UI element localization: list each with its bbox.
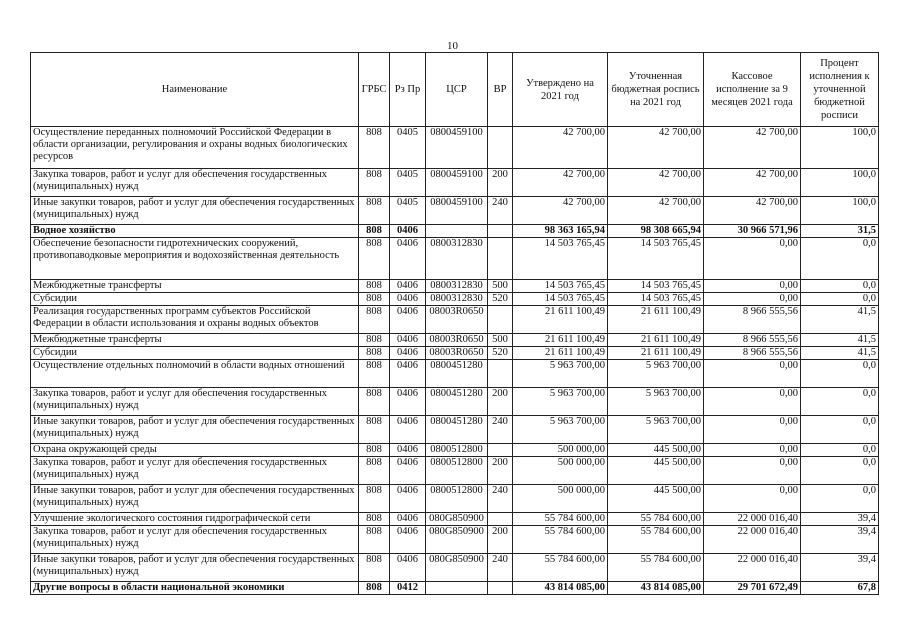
cell-grbs: 808 <box>359 225 390 238</box>
cell-approved: 55 784 600,00 <box>513 526 608 554</box>
cell-percent: 0,0 <box>801 293 879 306</box>
table-row <box>31 306 879 334</box>
table-row <box>31 444 879 457</box>
cell-vr: 500 <box>488 334 513 347</box>
cell-refined: 21 611 100,49 <box>608 306 704 334</box>
cell-vr: 520 <box>488 347 513 360</box>
cell-name: Реализация государственных программ субъектов Российской Федерации в области использования и охраны водных объектов <box>31 306 359 334</box>
table-row <box>31 526 879 554</box>
cell-name: Иные закупки товаров, работ и услуг для обеспечения государственных (муниципальных) нужд <box>31 416 359 444</box>
cell-csr: 08003R0650 <box>426 334 488 347</box>
cell-vr <box>488 127 513 169</box>
cell-name: Закупка товаров, работ и услуг для обеспечения государственных (муниципальных) нужд <box>31 169 359 197</box>
cell-percent: 0,0 <box>801 444 879 457</box>
cell-name: Улучшение экологического состояния гидрографической сети <box>31 513 359 526</box>
cell-approved: 42 700,00 <box>513 197 608 225</box>
cell-percent: 100,0 <box>801 197 879 225</box>
header-approved: Утверждено на 2021 год <box>513 53 608 127</box>
cell-name: Иные закупки товаров, работ и услуг для обеспечения государственных (муниципальных) нужд <box>31 554 359 582</box>
cell-grbs: 808 <box>359 388 390 416</box>
cell-approved: 5 963 700,00 <box>513 388 608 416</box>
cell-vr: 240 <box>488 416 513 444</box>
cell-cash: 0,00 <box>704 280 801 293</box>
cell-approved: 500 000,00 <box>513 444 608 457</box>
cell-percent: 41,5 <box>801 306 879 334</box>
cell-refined: 42 700,00 <box>608 169 704 197</box>
header-refined: Уточненная бюджетная роспись на 2021 год <box>608 53 704 127</box>
cell-grbs: 808 <box>359 169 390 197</box>
table-row <box>31 293 879 306</box>
cell-grbs: 808 <box>359 485 390 513</box>
cell-cash: 29 701 672,49 <box>704 582 801 595</box>
cell-vr <box>488 444 513 457</box>
cell-cash: 30 966 571,96 <box>704 225 801 238</box>
table-row <box>31 238 879 280</box>
cell-csr: 0800459100 <box>426 197 488 225</box>
cell-grbs: 808 <box>359 293 390 306</box>
cell-csr: 0800312830 <box>426 280 488 293</box>
cell-refined: 55 784 600,00 <box>608 554 704 582</box>
page-number: 10 <box>447 40 458 52</box>
cell-rzpr: 0412 <box>390 582 426 595</box>
cell-approved: 55 784 600,00 <box>513 513 608 526</box>
cell-refined: 14 503 765,45 <box>608 280 704 293</box>
cell-grbs: 808 <box>359 457 390 485</box>
cell-refined: 42 700,00 <box>608 127 704 169</box>
cell-csr: 08003R0650 <box>426 347 488 360</box>
cell-csr: 0800459100 <box>426 127 488 169</box>
cell-csr: 0800451280 <box>426 360 488 388</box>
cell-refined: 55 784 600,00 <box>608 526 704 554</box>
cell-approved: 55 784 600,00 <box>513 554 608 582</box>
cell-name: Другие вопросы в области национальной экономики <box>31 582 359 595</box>
cell-vr: 200 <box>488 169 513 197</box>
table-header-row <box>31 53 879 127</box>
cell-name: Иные закупки товаров, работ и услуг для обеспечения государственных (муниципальных) нужд <box>31 485 359 513</box>
cell-cash: 8 966 555,56 <box>704 347 801 360</box>
cell-name: Межбюджетные трансферты <box>31 280 359 293</box>
cell-vr <box>488 582 513 595</box>
cell-csr: 080G850900 <box>426 526 488 554</box>
table-row <box>31 513 879 526</box>
table-row <box>31 334 879 347</box>
cell-cash: 0,00 <box>704 444 801 457</box>
cell-cash: 0,00 <box>704 238 801 280</box>
cell-cash: 0,00 <box>704 485 801 513</box>
cell-csr <box>426 225 488 238</box>
cell-grbs: 808 <box>359 127 390 169</box>
table-row <box>31 457 879 485</box>
cell-rzpr: 0406 <box>390 526 426 554</box>
cell-rzpr: 0406 <box>390 554 426 582</box>
cell-name: Субсидии <box>31 347 359 360</box>
cell-refined: 445 500,00 <box>608 485 704 513</box>
cell-approved: 42 700,00 <box>513 169 608 197</box>
table-body <box>31 127 879 595</box>
cell-refined: 55 784 600,00 <box>608 513 704 526</box>
cell-grbs: 808 <box>359 334 390 347</box>
cell-cash: 0,00 <box>704 360 801 388</box>
cell-approved: 98 363 165,94 <box>513 225 608 238</box>
cell-csr: 0800451280 <box>426 388 488 416</box>
cell-approved: 500 000,00 <box>513 457 608 485</box>
cell-csr <box>426 582 488 595</box>
cell-name: Охрана окружающей среды <box>31 444 359 457</box>
cell-cash: 0,00 <box>704 457 801 485</box>
table-row <box>31 416 879 444</box>
cell-refined: 14 503 765,45 <box>608 238 704 280</box>
header-name: Наименование <box>31 53 359 127</box>
cell-grbs: 808 <box>359 416 390 444</box>
cell-rzpr: 0405 <box>390 197 426 225</box>
table-row <box>31 169 879 197</box>
cell-vr: 200 <box>488 457 513 485</box>
cell-approved: 21 611 100,49 <box>513 347 608 360</box>
header-vr: ВР <box>488 53 513 127</box>
cell-grbs: 808 <box>359 444 390 457</box>
cell-vr: 240 <box>488 485 513 513</box>
cell-percent: 0,0 <box>801 457 879 485</box>
cell-approved: 14 503 765,45 <box>513 238 608 280</box>
budget-table <box>30 52 879 595</box>
cell-rzpr: 0406 <box>390 388 426 416</box>
cell-cash: 22 000 016,40 <box>704 513 801 526</box>
cell-vr: 240 <box>488 554 513 582</box>
cell-approved: 5 963 700,00 <box>513 360 608 388</box>
cell-cash: 8 966 555,56 <box>704 334 801 347</box>
cell-cash: 8 966 555,56 <box>704 306 801 334</box>
cell-percent: 39,4 <box>801 526 879 554</box>
cell-cash: 42 700,00 <box>704 169 801 197</box>
cell-percent: 31,5 <box>801 225 879 238</box>
cell-name: Межбюджетные трансферты <box>31 334 359 347</box>
cell-grbs: 808 <box>359 513 390 526</box>
cell-vr <box>488 238 513 280</box>
cell-vr: 520 <box>488 293 513 306</box>
cell-grbs: 808 <box>359 360 390 388</box>
cell-rzpr: 0406 <box>390 513 426 526</box>
cell-rzpr: 0406 <box>390 416 426 444</box>
cell-cash: 0,00 <box>704 416 801 444</box>
cell-approved: 42 700,00 <box>513 127 608 169</box>
cell-percent: 39,4 <box>801 554 879 582</box>
cell-rzpr: 0406 <box>390 225 426 238</box>
header-percent: Процент исполнения к уточненной бюджетной росписи <box>801 53 879 127</box>
cell-rzpr: 0406 <box>390 444 426 457</box>
cell-rzpr: 0406 <box>390 334 426 347</box>
cell-grbs: 808 <box>359 347 390 360</box>
cell-rzpr: 0405 <box>390 127 426 169</box>
cell-percent: 41,5 <box>801 347 879 360</box>
cell-refined: 14 503 765,45 <box>608 293 704 306</box>
table-row <box>31 582 879 595</box>
cell-cash: 22 000 016,40 <box>704 554 801 582</box>
cell-rzpr: 0406 <box>390 280 426 293</box>
table-row <box>31 347 879 360</box>
table-row <box>31 360 879 388</box>
table-row <box>31 280 879 293</box>
table-row <box>31 225 879 238</box>
cell-csr: 08003R0650 <box>426 306 488 334</box>
cell-percent: 0,0 <box>801 416 879 444</box>
table-row <box>31 554 879 582</box>
cell-name: Закупка товаров, работ и услуг для обеспечения государственных (муниципальных) нужд <box>31 388 359 416</box>
cell-approved: 14 503 765,45 <box>513 280 608 293</box>
cell-name: Осуществление переданных полномочий Российской Федерации в области организации, регулирования и охраны водных биологических ресурсов <box>31 127 359 169</box>
cell-refined: 5 963 700,00 <box>608 416 704 444</box>
cell-grbs: 808 <box>359 554 390 582</box>
cell-name: Осуществление отдельных полномочий в области водных отношений <box>31 360 359 388</box>
cell-percent: 0,0 <box>801 388 879 416</box>
cell-name: Обеспечение безопасности гидротехнических сооружений, противопаводковые мероприятия и водохозяйственная деятельность <box>31 238 359 280</box>
cell-name: Иные закупки товаров, работ и услуг для обеспечения государственных (муниципальных) нужд <box>31 197 359 225</box>
cell-percent: 0,0 <box>801 280 879 293</box>
cell-name: Субсидии <box>31 293 359 306</box>
cell-grbs: 808 <box>359 582 390 595</box>
cell-name: Закупка товаров, работ и услуг для обеспечения государственных (муниципальных) нужд <box>31 457 359 485</box>
table-row <box>31 197 879 225</box>
cell-grbs: 808 <box>359 306 390 334</box>
cell-grbs: 808 <box>359 280 390 293</box>
cell-percent: 0,0 <box>801 360 879 388</box>
cell-refined: 42 700,00 <box>608 197 704 225</box>
cell-csr: 0800459100 <box>426 169 488 197</box>
cell-percent: 100,0 <box>801 169 879 197</box>
cell-vr <box>488 306 513 334</box>
cell-refined: 5 963 700,00 <box>608 360 704 388</box>
cell-vr: 240 <box>488 197 513 225</box>
table-row <box>31 485 879 513</box>
cell-name: Закупка товаров, работ и услуг для обеспечения государственных (муниципальных) нужд <box>31 526 359 554</box>
cell-percent: 100,0 <box>801 127 879 169</box>
cell-percent: 0,0 <box>801 485 879 513</box>
cell-vr <box>488 225 513 238</box>
table-row <box>31 127 879 169</box>
cell-csr: 0800312830 <box>426 238 488 280</box>
cell-percent: 67,8 <box>801 582 879 595</box>
cell-refined: 43 814 085,00 <box>608 582 704 595</box>
cell-rzpr: 0406 <box>390 360 426 388</box>
cell-cash: 42 700,00 <box>704 127 801 169</box>
cell-approved: 43 814 085,00 <box>513 582 608 595</box>
cell-cash: 0,00 <box>704 388 801 416</box>
cell-csr: 0800512800 <box>426 485 488 513</box>
cell-vr: 200 <box>488 526 513 554</box>
cell-grbs: 808 <box>359 526 390 554</box>
cell-csr: 0800512800 <box>426 444 488 457</box>
cell-rzpr: 0406 <box>390 293 426 306</box>
cell-percent: 39,4 <box>801 513 879 526</box>
cell-percent: 41,5 <box>801 334 879 347</box>
cell-vr <box>488 513 513 526</box>
header-csr: ЦСР <box>426 53 488 127</box>
cell-vr: 200 <box>488 388 513 416</box>
cell-refined: 5 963 700,00 <box>608 388 704 416</box>
cell-rzpr: 0406 <box>390 347 426 360</box>
cell-approved: 5 963 700,00 <box>513 416 608 444</box>
table-row <box>31 388 879 416</box>
cell-rzpr: 0405 <box>390 169 426 197</box>
cell-rzpr: 0406 <box>390 306 426 334</box>
header-cash: Кассовое исполнение за 9 месяцев 2021 года <box>704 53 801 127</box>
cell-rzpr: 0406 <box>390 238 426 280</box>
header-rzpr: Рз Пр <box>390 53 426 127</box>
cell-csr: 0800312830 <box>426 293 488 306</box>
cell-grbs: 808 <box>359 238 390 280</box>
cell-approved: 14 503 765,45 <box>513 293 608 306</box>
cell-name: Водное хозяйство <box>31 225 359 238</box>
cell-vr: 500 <box>488 280 513 293</box>
cell-approved: 21 611 100,49 <box>513 334 608 347</box>
cell-rzpr: 0406 <box>390 457 426 485</box>
cell-approved: 21 611 100,49 <box>513 306 608 334</box>
cell-csr: 0800451280 <box>426 416 488 444</box>
cell-csr: 080G850900 <box>426 513 488 526</box>
cell-rzpr: 0406 <box>390 485 426 513</box>
cell-csr: 0800512800 <box>426 457 488 485</box>
cell-refined: 21 611 100,49 <box>608 334 704 347</box>
header-grbs: ГРБС <box>359 53 390 127</box>
cell-refined: 445 500,00 <box>608 457 704 485</box>
cell-cash: 22 000 016,40 <box>704 526 801 554</box>
cell-refined: 21 611 100,49 <box>608 347 704 360</box>
cell-cash: 42 700,00 <box>704 197 801 225</box>
cell-percent: 0,0 <box>801 238 879 280</box>
cell-refined: 445 500,00 <box>608 444 704 457</box>
cell-grbs: 808 <box>359 197 390 225</box>
cell-refined: 98 308 665,94 <box>608 225 704 238</box>
cell-vr <box>488 360 513 388</box>
cell-approved: 500 000,00 <box>513 485 608 513</box>
cell-csr: 080G850900 <box>426 554 488 582</box>
cell-cash: 0,00 <box>704 293 801 306</box>
